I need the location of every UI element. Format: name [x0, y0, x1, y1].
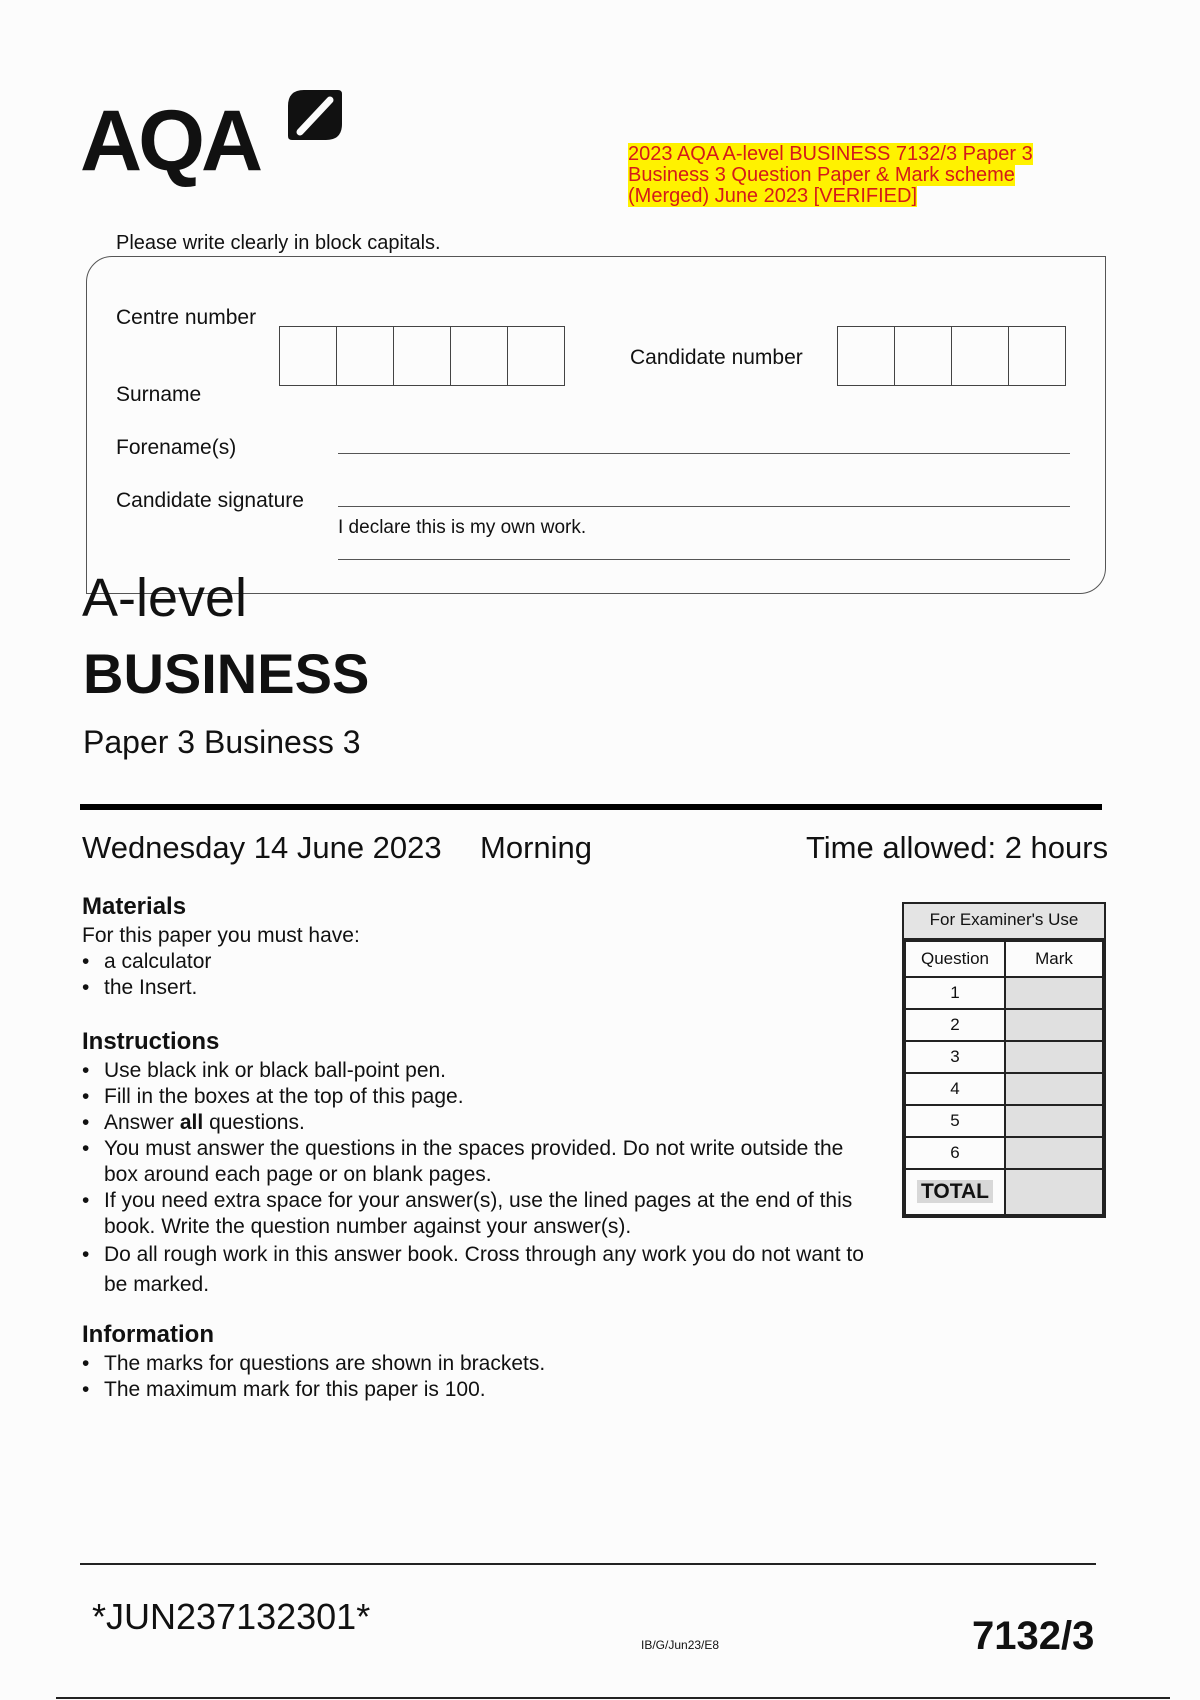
instruction-item: • Use black ink or black ball-point pen.: [82, 1058, 872, 1084]
declaration-text: I declare this is my own work.: [338, 517, 587, 538]
total-label: TOTAL: [917, 1180, 993, 1203]
centre-digit-box[interactable]: [450, 326, 508, 386]
information-heading: Information: [82, 1321, 214, 1348]
exam-session: Morning: [480, 830, 592, 865]
materials-item: • a calculator: [82, 949, 862, 975]
instruction-answer-text: Answer: [104, 1111, 175, 1134]
examiner-use-table: [902, 902, 1106, 1218]
total-mark-cell: [1005, 1169, 1103, 1215]
materials-item: • the Insert.: [82, 975, 862, 1001]
instruction-item: • You must answer the questions in the spaces provided. Do not write outside the box around each page or on blank pages.: [82, 1136, 872, 1188]
instruction-emphasis: all: [179, 1111, 204, 1134]
qualification-level: A-level: [82, 568, 248, 628]
centre-number-boxes: [280, 326, 565, 386]
exam-date: Wednesday 14 June 2023: [82, 830, 442, 865]
declaration-line: [338, 559, 1070, 560]
instructions-section: [82, 1028, 872, 1300]
mark-cell: [1005, 1009, 1103, 1041]
instruction-item: [82, 1110, 872, 1136]
examiner-table-title: For Examiner's Use: [904, 904, 1104, 940]
instructions-heading: Instructions: [82, 1028, 220, 1055]
question-number: 3: [905, 1041, 1005, 1073]
materials-heading: Materials: [82, 893, 187, 920]
question-number: 5: [905, 1105, 1005, 1137]
mark-cell: [1005, 1137, 1103, 1169]
banner-text: 2023 AQA A-level BUSINESS 7132/3 Paper 3 Business 3 Question Paper & Mark scheme (Merged) June 2023 [VERIFIED]: [628, 143, 1033, 207]
materials-section: [82, 893, 862, 1001]
centre-number-label: Centre number: [116, 306, 257, 329]
centre-digit-box[interactable]: [393, 326, 451, 386]
candidate-digit-box[interactable]: [951, 326, 1009, 386]
question-number: 1: [905, 977, 1005, 1009]
subject-title: BUSINESS: [83, 642, 370, 705]
time-allowed: Time allowed: 2 hours: [806, 830, 1109, 865]
signature-label: Candidate signature: [116, 489, 304, 512]
paper-code: 7132/3: [972, 1614, 1095, 1658]
candidate-number-boxes: [838, 326, 1066, 386]
title-divider: [80, 804, 1102, 810]
instruction-questions-text: questions.: [209, 1111, 305, 1134]
mark-cell: [1005, 1073, 1103, 1105]
paper-title: Paper 3 Business 3: [83, 724, 361, 760]
candidate-number-label: Candidate number: [630, 346, 803, 369]
centre-digit-box[interactable]: [507, 326, 565, 386]
mark-cell: [1005, 1105, 1103, 1137]
instruction-item: • Do all rough work in this answer book. Cross through any work you do not want to be marked.: [82, 1240, 872, 1300]
question-number: 6: [905, 1137, 1005, 1169]
logo-text: AQA: [80, 93, 260, 189]
centre-digit-box[interactable]: [336, 326, 394, 386]
forename-label: Forename(s): [116, 436, 237, 459]
information-item: • The maximum mark for this paper is 100.: [82, 1377, 872, 1403]
barcode-text: *JUN237132301*: [92, 1596, 371, 1637]
surname-label: Surname: [116, 383, 202, 406]
document-reference: IB/G/Jun23/E8: [641, 1638, 720, 1652]
aqa-logo-mark-icon: [286, 88, 344, 146]
question-number: 2: [905, 1009, 1005, 1041]
mark-cell: [1005, 1041, 1103, 1073]
footer-divider: [80, 1563, 1096, 1565]
page-bottom-rule: [56, 1697, 1170, 1699]
mark-column-header: Mark: [1005, 941, 1103, 977]
forename-field-line[interactable]: [338, 453, 1070, 454]
candidate-digit-box[interactable]: [894, 326, 952, 386]
information-section: [82, 1321, 872, 1403]
candidate-digit-box[interactable]: [837, 326, 895, 386]
materials-intro: For this paper you must have:: [82, 924, 360, 947]
candidate-digit-box[interactable]: [1008, 326, 1066, 386]
highlighted-banner: [628, 144, 1098, 207]
question-column-header: Question: [905, 941, 1005, 977]
total-label-cell: [905, 1169, 1005, 1215]
information-item: • The marks for questions are shown in brackets.: [82, 1351, 872, 1377]
mark-cell: [1005, 977, 1103, 1009]
block-capitals-instruction: Please write clearly in block capitals.: [116, 232, 441, 254]
question-number: 4: [905, 1073, 1005, 1105]
instruction-item: • Fill in the boxes at the top of this page.: [82, 1084, 872, 1110]
centre-digit-box[interactable]: [279, 326, 337, 386]
aqa-logo: [80, 88, 350, 188]
instruction-item: • If you need extra space for your answer(s), use the lined pages at the end of this book. Write the question number against your answer(s).: [82, 1188, 872, 1240]
signature-field-line[interactable]: [338, 506, 1070, 507]
